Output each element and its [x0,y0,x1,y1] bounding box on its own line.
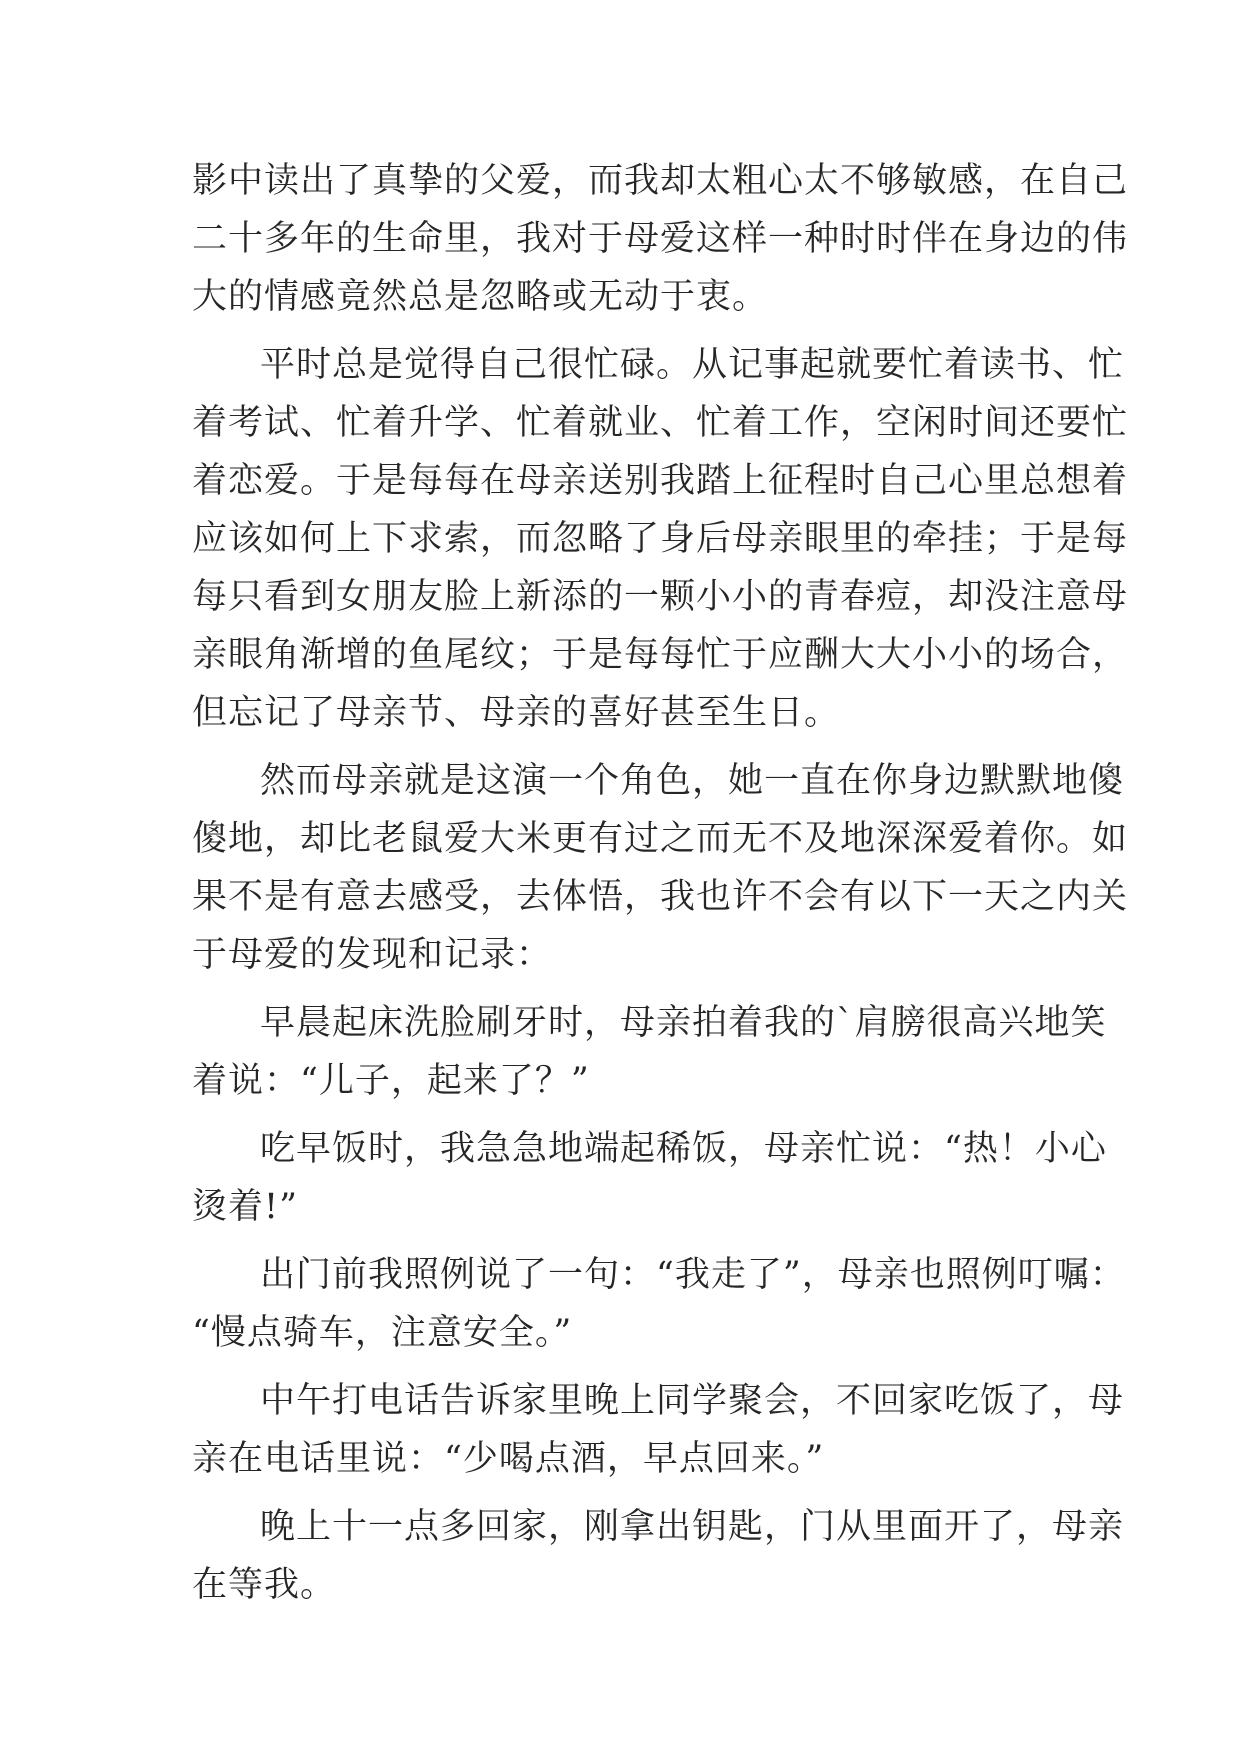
text-line: 二十多年的生命里，我对于母爱这样一种时时伴在身边的伟 [192,219,1129,259]
text-line: 着考试、忙着升学、忙着就业、忙着工作，空闲时间还要忙 [192,403,1129,443]
paragraph-7 [192,1372,1125,1488]
text-line: 吃早饭时，我急急地端起稀饭，母亲忙说：“热！小心 [260,1129,1107,1169]
text-line: 亲在电话里说：“少喝点酒，早点回来。” [192,1439,825,1479]
paragraph-2 [192,336,1129,742]
text-line: 应该如何上下求索，而忽略了身后母亲眼里的牵挂；于是每 [192,519,1129,559]
paragraph-6 [192,1246,1126,1362]
text-line: 烫着!” [192,1187,298,1227]
paragraph-1 [192,152,1129,326]
paragraph-3 [192,752,1129,984]
text-line: 在等我。 [192,1565,337,1605]
text-line: “慢点骑车，注意安全。” [192,1313,573,1353]
text-line: 每只看到女朋友脸上新添的一颗小小的青春痘，却没注意母 [192,577,1129,617]
text-line: 中午打电话告诉家里晚上同学聚会，不回家吃饭了，母 [260,1381,1125,1421]
text-line: 着说：“儿子，起来了？” [192,1061,590,1101]
text-line: 果不是有意去感受，去体悟，我也许不会有以下一天之内关 [192,877,1129,917]
paragraph-4 [192,994,1107,1110]
text-line: 平时总是觉得自己很忙碌。从记事起就要忙着读书、忙 [260,345,1125,385]
text-line: 于母爱的发现和记录： [192,935,553,975]
text-line: 然而母亲就是这演一个角色，她一直在你身边默默地傻 [260,761,1125,801]
document-body [192,152,1129,1614]
paragraph-5 [192,1120,1107,1236]
text-line: 着恋爱。于是每每在母亲送别我踏上征程时自己心里总想着 [192,461,1129,501]
text-line: 大的情感竟然总是忽略或无动于衷。 [192,277,769,317]
text-line: 影中读出了真挚的父爱，而我却太粗心太不够敏感，在自己 [192,161,1129,201]
text-line: 但忘记了母亲节、母亲的喜好甚至生日。 [192,693,841,733]
paragraph-8 [192,1498,1125,1614]
text-line: 亲眼角渐增的鱼尾纹；于是每每忙于应酬大大小小的场合， [192,635,1129,675]
text-line: 出门前我照例说了一句：“我走了”，母亲也照例叮嘱： [260,1255,1126,1295]
text-line: 晚上十一点多回家，刚拿出钥匙，门从里面开了，母亲 [260,1507,1125,1547]
text-line: 早晨起床洗脸刷牙时，母亲拍着我的`肩膀很高兴地笑 [260,1003,1107,1043]
text-line: 傻地，却比老鼠爱大米更有过之而无不及地深深爱着你。如 [192,819,1129,859]
